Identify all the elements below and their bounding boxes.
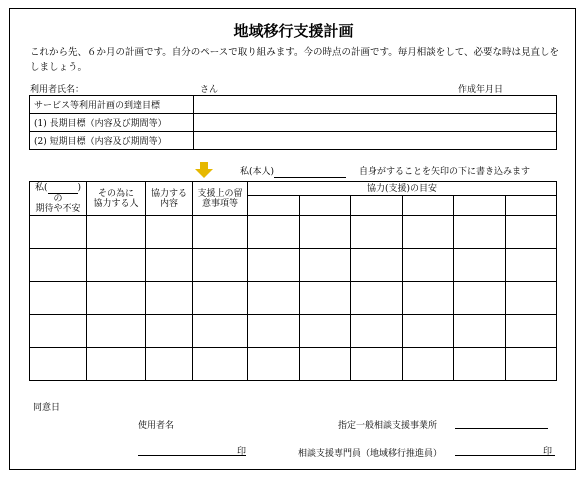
arrow-head <box>195 169 213 178</box>
goal-value-field[interactable] <box>194 132 557 150</box>
table-cell[interactable] <box>30 315 87 348</box>
table-cell[interactable] <box>146 282 193 315</box>
table-cell[interactable] <box>30 348 87 381</box>
col4-line1: 支援上の留 <box>197 188 243 199</box>
table-row <box>30 216 557 249</box>
guideline-subcell <box>351 196 403 216</box>
table-cell[interactable] <box>87 216 146 249</box>
table-cell[interactable] <box>454 282 506 315</box>
table-cell[interactable] <box>402 249 454 282</box>
user-name-label: 利用者氏名： <box>30 85 85 95</box>
table-cell[interactable] <box>299 315 351 348</box>
col-helper-header <box>87 182 146 216</box>
self-label <box>240 164 346 178</box>
table-cell[interactable] <box>454 315 506 348</box>
self-label-text: 私(本人) <box>240 167 275 177</box>
goal-row <box>30 114 557 132</box>
specialist-seal: 印 <box>543 447 553 457</box>
goal-label: サービス等利用計画の到達目標 <box>30 96 194 114</box>
goal-label: (2) 短期目標（内容及び期間等） <box>30 132 194 150</box>
table-cell[interactable] <box>299 216 351 249</box>
table-cell[interactable] <box>351 348 403 381</box>
table-cell[interactable] <box>505 315 557 348</box>
table-cell[interactable] <box>146 216 193 249</box>
date-label: 作成年月日 <box>458 85 504 95</box>
table-cell[interactable] <box>87 315 146 348</box>
table-row <box>30 282 557 315</box>
col4-line2: 意事項等 <box>201 198 238 209</box>
table-cell[interactable] <box>30 282 87 315</box>
col2-line1: その為に <box>97 188 134 199</box>
col3-line1: 協力する <box>150 188 187 199</box>
specialist-label: 相談支援専門員（地域移行推進員） <box>298 449 443 459</box>
col1-blank <box>48 183 78 194</box>
table-cell[interactable] <box>505 216 557 249</box>
col1-line3: 期待や不安 <box>35 204 81 214</box>
guideline-subcell <box>402 196 454 216</box>
goals-table <box>29 95 557 150</box>
col-guideline-header: 協力(支援)の目安 <box>248 182 557 196</box>
table-cell[interactable] <box>505 249 557 282</box>
agency-signature-line[interactable] <box>455 428 548 429</box>
guideline-subcell <box>248 196 300 216</box>
goal-value-field[interactable] <box>194 114 557 132</box>
table-cell[interactable] <box>87 348 146 381</box>
table-cell[interactable] <box>30 216 87 249</box>
self-note: 自身がすることを矢印の下に書き込みます <box>359 167 531 177</box>
table-row <box>30 315 557 348</box>
table-row <box>30 348 557 381</box>
table-cell[interactable] <box>30 249 87 282</box>
user-signature-label: 使用者名 <box>138 421 175 431</box>
table-cell[interactable] <box>146 315 193 348</box>
header-row <box>30 182 557 196</box>
table-cell[interactable] <box>351 282 403 315</box>
down-arrow-icon <box>195 162 213 178</box>
table-cell[interactable] <box>454 348 506 381</box>
table-cell[interactable] <box>146 348 193 381</box>
goal-row <box>30 96 557 114</box>
col-content-header <box>146 182 193 216</box>
goal-row <box>30 132 557 150</box>
table-cell[interactable] <box>193 315 248 348</box>
table-cell[interactable] <box>505 348 557 381</box>
goal-value-field[interactable] <box>194 96 557 114</box>
table-cell[interactable] <box>248 348 300 381</box>
table-cell[interactable] <box>454 216 506 249</box>
col1-line1 <box>30 183 86 194</box>
table-cell[interactable] <box>402 315 454 348</box>
table-cell[interactable] <box>351 249 403 282</box>
san-label: さん <box>200 85 219 95</box>
col1-paren: ) <box>77 183 82 193</box>
table-cell[interactable] <box>299 282 351 315</box>
intro-text: これから先、６か月の計画です。自分のペースで取り組みます。今の時点の計画です。毎月相談をして、必要な時は見直しをしましょう。 <box>30 47 560 73</box>
table-cell[interactable] <box>402 216 454 249</box>
guideline-subcell <box>454 196 506 216</box>
col-notes-header <box>193 182 248 216</box>
table-cell[interactable] <box>248 249 300 282</box>
table-cell[interactable] <box>87 282 146 315</box>
table-cell[interactable] <box>402 348 454 381</box>
col-expectations-header <box>30 182 87 216</box>
col3-line2: 内容 <box>159 198 178 209</box>
table-row <box>30 249 557 282</box>
table-cell[interactable] <box>505 282 557 315</box>
document-title: 地域移行支援計画 <box>233 22 354 40</box>
col1-prefix: 私( <box>34 183 48 193</box>
self-name-field[interactable] <box>274 167 346 178</box>
guideline-subcell <box>505 196 557 216</box>
table-cell[interactable] <box>146 249 193 282</box>
table-cell[interactable] <box>351 315 403 348</box>
table-cell[interactable] <box>248 315 300 348</box>
table-cell[interactable] <box>299 249 351 282</box>
agency-label: 指定一般相談支援事業所 <box>338 421 438 431</box>
agree-date-label: 同意日 <box>33 403 61 413</box>
table-cell[interactable] <box>454 249 506 282</box>
arrow-shaft <box>200 162 208 169</box>
goal-label: (1) 長期目標（内容及び期間等） <box>30 114 194 132</box>
user-signature-line[interactable] <box>138 455 246 456</box>
table-cell[interactable] <box>87 249 146 282</box>
support-plan-table <box>29 181 557 381</box>
col2-line2: 協力する人 <box>93 198 139 209</box>
col1-line2: の <box>53 194 63 204</box>
table-cell[interactable] <box>248 216 300 249</box>
table-cell[interactable] <box>402 282 454 315</box>
table-cell[interactable] <box>193 216 248 249</box>
guideline-subcell <box>299 196 351 216</box>
table-cell[interactable] <box>193 249 248 282</box>
table-cell[interactable] <box>248 282 300 315</box>
table-cell[interactable] <box>351 216 403 249</box>
table-cell[interactable] <box>193 282 248 315</box>
table-cell[interactable] <box>193 348 248 381</box>
table-cell[interactable] <box>299 348 351 381</box>
specialist-signature-line[interactable] <box>455 455 555 456</box>
user-seal: 印 <box>237 447 247 457</box>
